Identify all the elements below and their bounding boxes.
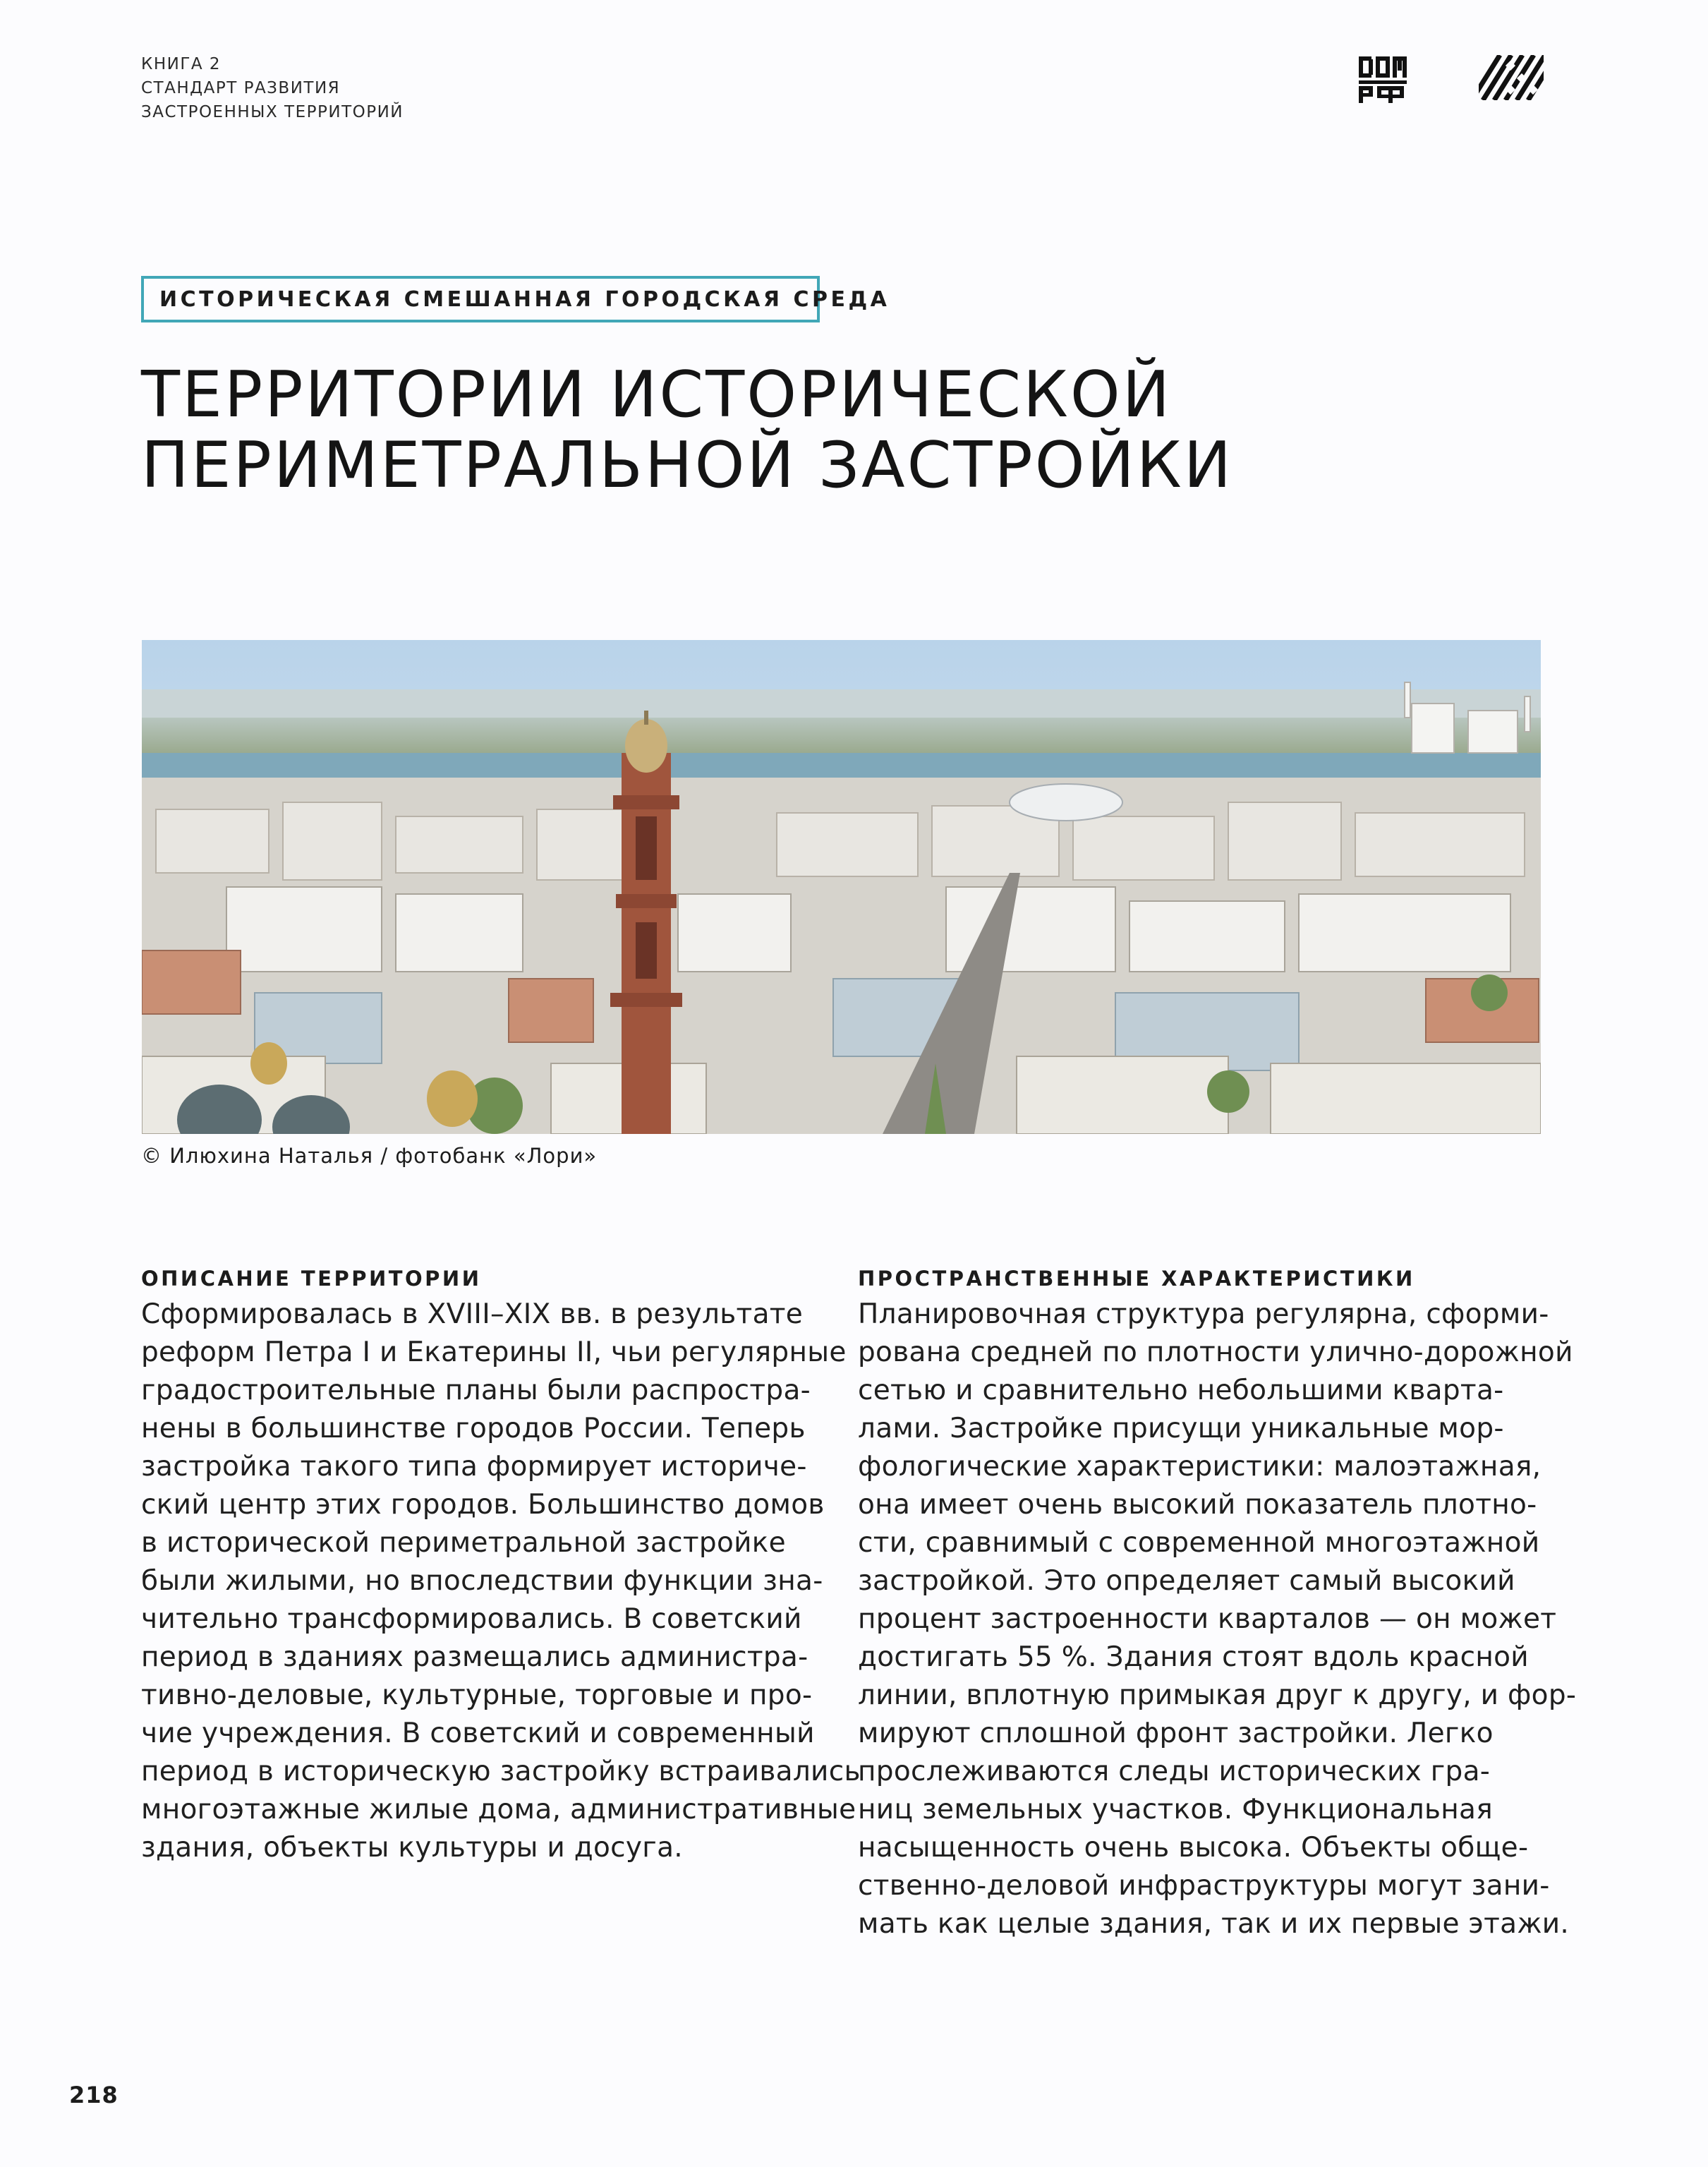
body-text-line: она имеет очень высокий показатель плотно-: [858, 1489, 1537, 1521]
title-line: ТЕРРИТОРИИ ИСТОРИЧЕСКОЙ: [141, 358, 1173, 432]
column-body: [858, 1296, 1577, 1943]
body-text-line: тивно-деловые, культурные, торговые и про-: [141, 1679, 813, 1711]
book-line: СТАНДАРТ РАЗВИТИЯ: [141, 79, 341, 97]
spatial-characteristics: [858, 1264, 1577, 1943]
book-line: ЗАСТРОЕННЫХ ТЕРРИТОРИЙ: [141, 103, 404, 121]
title-line: ПЕРИМЕТРАЛЬНОЙ ЗАСТРОЙКИ: [141, 428, 1234, 502]
body-text-line: застройка такого типа формирует историче-: [141, 1451, 807, 1483]
column-heading: ОПИСАНИЕ ТЕРРИТОРИИ: [141, 1267, 482, 1291]
body-text-line: достигать 55 %. Здания стоят вдоль красной: [858, 1641, 1529, 1673]
body-text-line: чительно трансформировались. В советский: [141, 1603, 802, 1635]
column-heading: ПРОСТРАНСТВЕННЫЕ ХАРАКТЕРИСТИКИ: [858, 1267, 1415, 1291]
body-text-line: процент застроенности кварталов — он может: [858, 1603, 1557, 1635]
city-panorama-photo: [142, 640, 1541, 1134]
body-text-line: чие учреждения. В советский и современный: [141, 1718, 815, 1749]
body-text-line: градостроительные планы были распростра-: [141, 1375, 811, 1406]
body-text-line: были жилыми, но впоследствии функции зна-: [141, 1565, 823, 1597]
page-title: [141, 360, 1482, 501]
body-text-line: насыщенность очень высока. Объекты обще-: [858, 1832, 1529, 1864]
body-text-line: ский центр этих городов. Большинство домов: [141, 1489, 825, 1521]
body-text-line: прослеживаются следы исторических гра-: [858, 1756, 1491, 1787]
body-text-line: ниц земельных участков. Функциональная: [858, 1794, 1494, 1825]
body-text-line: сти, сравнимый с современной многоэтажной: [858, 1527, 1540, 1559]
body-text-line: в исторической периметральной застройке: [141, 1527, 786, 1559]
section-tag: [141, 276, 890, 322]
section-tag-label: ИСТОРИЧЕСКАЯ СМЕШАННАЯ ГОРОДСКАЯ СРЕДА: [159, 286, 890, 312]
body-text-line: период в зданиях размещались администра-: [141, 1641, 808, 1673]
body-text-line: фологические характеристики: малоэтажная,: [858, 1451, 1542, 1483]
territory-description: [141, 1264, 861, 1867]
page-number: 218: [69, 2082, 119, 2108]
body-text-line: Сформировалась в XVIII–XIX вв. в результате: [141, 1298, 804, 1330]
book-line: КНИГА 2: [141, 55, 222, 73]
body-text-line: Планировочная структура регулярна, сформи-: [858, 1298, 1549, 1330]
body-text-line: здания, объекты культуры и досуга.: [141, 1832, 683, 1864]
body-text-line: ственно-деловой инфраструктуры могут зани-: [858, 1870, 1550, 1902]
body-text-line: период в историческую застройку встраивались: [141, 1756, 861, 1787]
body-text-line: реформ Петра I и Екатерины II, чьи регулярные: [141, 1336, 847, 1368]
city-panorama-illustration: [142, 640, 1541, 1134]
pattern-logo-icon: [1479, 55, 1544, 100]
body-text-line: рована средней по плотности улично-дорожной: [858, 1336, 1573, 1368]
photo-credit: © Илюхина Наталья / фотобанк «Лори»: [141, 1144, 598, 1168]
column-body: [141, 1296, 861, 1867]
body-text-line: многоэтажные жилые дома, административные: [141, 1794, 856, 1825]
book-label: [141, 52, 404, 124]
body-text-line: лами. Застройке присущи уникальные мор-: [858, 1413, 1504, 1444]
body-text-line: нены в большинстве городов России. Теперь: [141, 1413, 806, 1444]
body-text-line: мируют сплошной фронт застройки. Легко: [858, 1718, 1494, 1749]
body-text-line: застройкой. Это определяет самый высокий: [858, 1565, 1515, 1597]
body-text-line: мать как целые здания, так и их первые этажи.: [858, 1908, 1570, 1940]
dom-rf-logo-icon: [1357, 55, 1408, 104]
body-text-line: линии, вплотную примыкая друг к другу, и фор-: [858, 1679, 1577, 1711]
body-text-line: сетью и сравнительно небольшими кварта-: [858, 1375, 1504, 1406]
